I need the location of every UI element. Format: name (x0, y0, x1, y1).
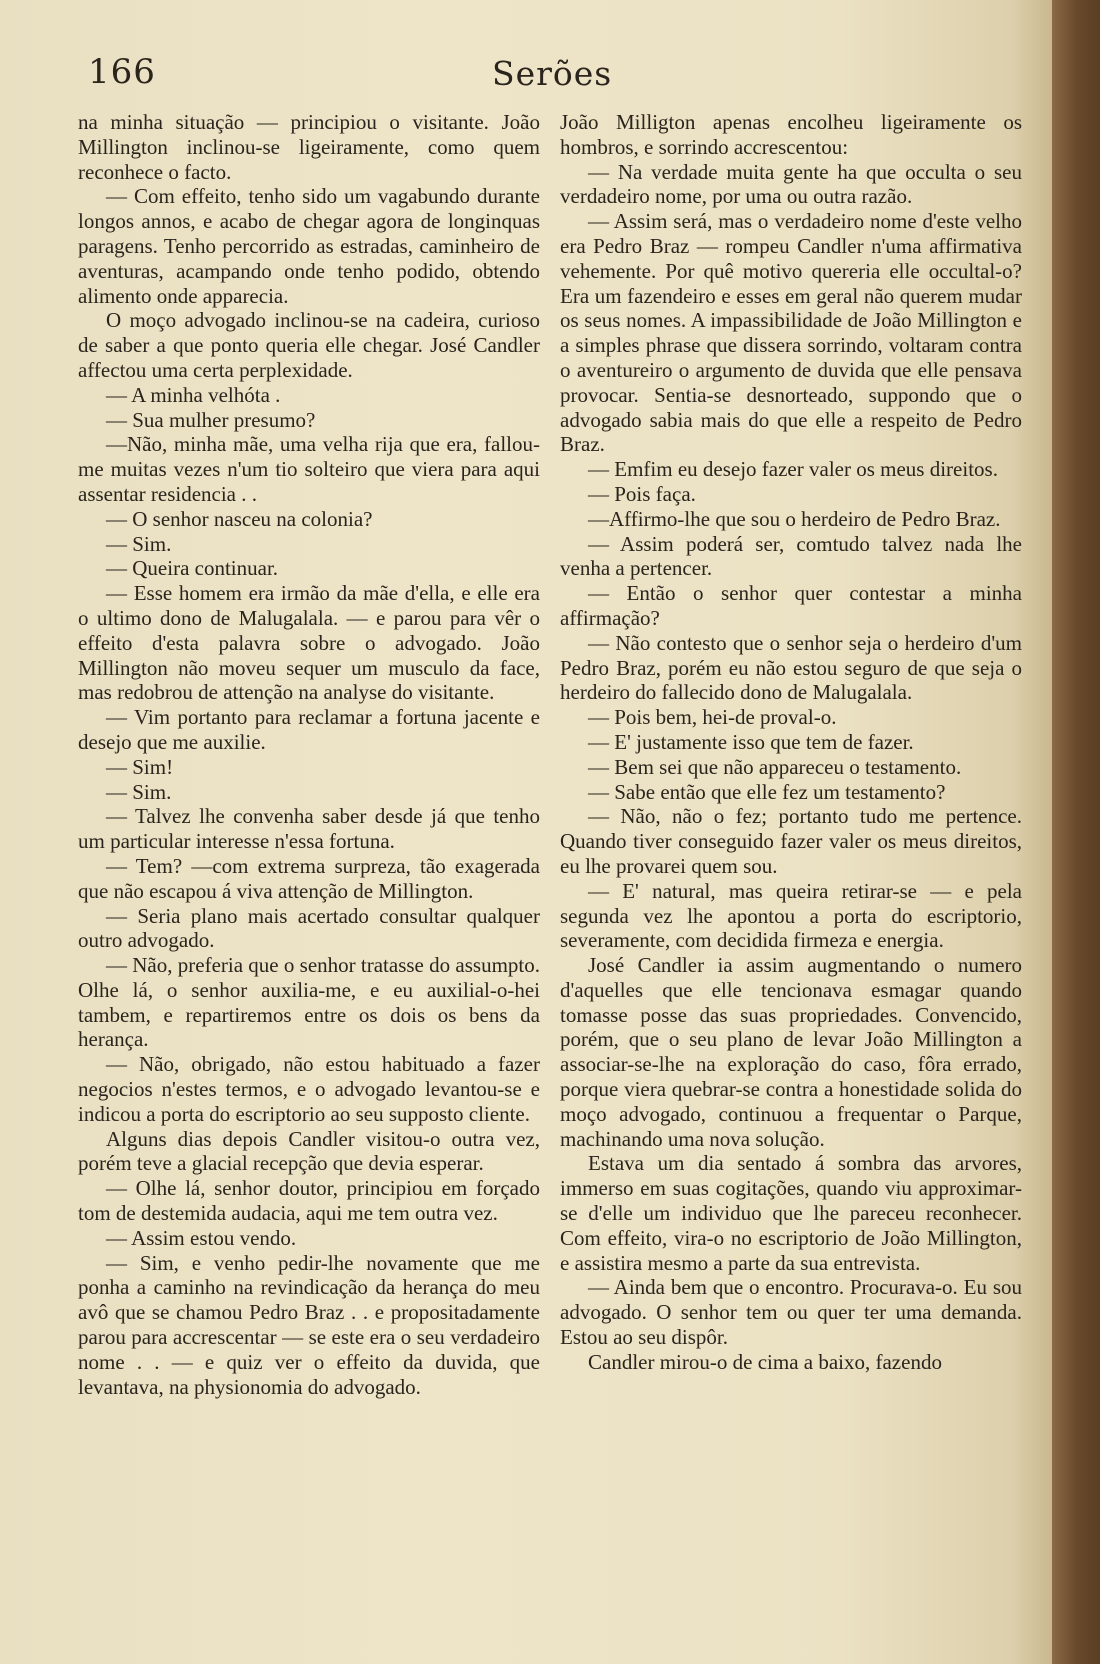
paragraph: — Olhe lá, senhor doutor, principiou em forçado tom de destemida audacia, aqui me tem outra vez. (78, 1176, 540, 1226)
paragraph: — A minha velhóta . (106, 382, 281, 407)
paragraph: — Não, obrigado, não estou habituado a fazer negocios n'estes termos, e o advogado levantou-se e indicou a porta do escriptorio ao seu supposto cliente. (78, 1052, 540, 1126)
paragraph: — Então o senhor quer contestar a minha affirmação? (560, 581, 1022, 630)
paragraph: Estava um dia sentado á sombra das arvores, immerso em suas cogitações, quando viu approximar-se d'elle um individuo que lhe pareceu reconhecer. Com effeito, vira-o no escriptorio de João Millington, e assistira mesmo a parte da sua entrevista. (560, 1151, 1022, 1275)
paragraph: — Assim poderá ser, comtudo talvez nada lhe venha a pertencer. (560, 531, 1022, 581)
paragraph: — Sim. (106, 531, 172, 556)
paragraph: O moço advogado inclinou-se na cadeira, curioso de saber a que ponto queria elle chegar. José Candler affectou uma certa perplexidade. (78, 308, 540, 382)
paragraph: Alguns dias depois Candler visitou-o outra vez, porém teve a glacial recepção que devia esperar. (78, 1126, 540, 1176)
running-title: Serões (492, 54, 613, 93)
paragraph: Candler mirou-o de cima a baixo, fazendo (588, 1349, 942, 1374)
page-number: 166 (88, 52, 156, 92)
paragraph: — E' justamente isso que tem de fazer. (588, 729, 914, 754)
paragraph: — O senhor nasceu na colonia? (106, 506, 373, 531)
paragraph: — Esse homem era irmão da mãe d'ella, e elle era o ultimo dono de Malugalala. — e parou para vêr o effeito d'esta palavra sobre o advogado. João Millington não moveu sequer um musculo da face, mas redobrou de attenção na analyse do visitante. (78, 581, 540, 705)
paragraph: — Assim será, mas o verdadeiro nome d'este velho era Pedro Braz — rompeu Candler n'uma affirmativa vehemente. Por quê motivo quereria elle occultal-o? Era um fazendeiro e esses em geral não querem mudar os seus nomes. A impassibilidade de João Millington e a simples phrase que dissera sorrindo, voltaram contra o aventureiro o argumento de duvida que elle pensava provocar. Sentia-se desnorteado, suppondo que o advogado sabia mais do que elle a respeito de Pedro Braz. (560, 209, 1022, 457)
paragraph: — Sim! (106, 754, 174, 779)
paragraph: — Sim, e venho pedir-lhe novamente que me ponha a caminho na revindicação da herança do meu avô que se chamou Pedro Braz . . e propositadamente parou para accrescentar — se este era o seu verdadeiro nome . . — e quiz ver o effeito da duvida, que levantava, na physionomia do advogado. (78, 1250, 540, 1399)
paragraph: — Emfim eu desejo fazer valer os meus direitos. (588, 457, 998, 482)
paragraph: — Não contesto que o senhor seja o herdeiro d'um Pedro Braz, porém eu não estou seguro de que seja o herdeiro do fallecido dono de Malugalala. (560, 630, 1022, 705)
paragraph: — Sua mulher presumo? (106, 407, 316, 432)
paragraph: na minha situação — principiou o visitante. João Millington inclinou-se ligeiramente, como quem reconhece o facto. (78, 110, 540, 184)
paragraph: —Affirmo-lhe que sou o herdeiro de Pedro Braz. (588, 506, 1001, 531)
paragraph: — Seria plano mais acertado consultar qualquer outro advogado. (78, 903, 540, 953)
paragraph: — Pois bem, hei-de proval-o. (588, 705, 837, 730)
paragraph: — Ainda bem que o encontro. Procurava-o. Eu sou advogado. O senhor tem ou quer ter uma demanda. Estou ao seu dispôr. (560, 1275, 1022, 1350)
right-column (560, 110, 1022, 1375)
paragraph: — Assim estou vendo. (106, 1225, 297, 1250)
paragraph: — Pois faça. (588, 481, 696, 506)
paragraph: — Queira continuar. (106, 556, 279, 581)
paragraph: — Sim. (106, 779, 172, 804)
paragraph: — E' natural, mas queira retirar-se — e pela segunda vez lhe apontou a porta do escriptorio, severamente, com decidida firmeza e energia. (560, 878, 1022, 953)
paragraph: — Não, preferia que o senhor tratasse do assumpto. Olhe lá, o senhor auxilia-me, e eu auxilial-o-hei tambem, e repartiremos entre os dois os bens da herança. (78, 953, 540, 1052)
paragraph: — Com effeito, tenho sido um vagabundo durante longos annos, e acabo de chegar agora de longinquas paragens. Tenho percorrido as estradas, caminheiro de aventuras, acampando onde tenho podido, obtendo alimento onde apparecia. (78, 184, 540, 308)
paragraph: —Não, minha mãe, uma velha rija que era, fallou-me muitas vezes n'um tio solteiro que viera para aqui assentar residencia . . (78, 432, 540, 506)
paragraph: — Tem? —com extrema surpreza, tão exagerada que não escapou á viva attenção de Millington. (78, 853, 540, 903)
paragraph: João Milligton apenas encolheu ligeiramente os hombros, e sorrindo accrescentou: (560, 110, 1022, 159)
paragraph: — Sabe então que elle fez um testamento? (588, 779, 946, 804)
paragraph: — Vim portanto para reclamar a fortuna jacente e desejo que me auxilie. (78, 705, 540, 754)
page-edge (1052, 0, 1100, 1664)
paragraph: — Talvez lhe convenha saber desde já que tenho um particular interesse n'essa fortuna. (78, 804, 540, 854)
paragraph: José Candler ia assim augmentando o numero d'aquelles que elle tencionava esmagar quando tomasse posse das suas propriedades. Convencido, porém, que o seu plano de levar João Millington a associar-se-lhe na exploração do caso, fôra errado, porque viera quebrar-se contra a honestidade solida do moço advogado, continuou a frequentar o Parque, machinando uma nova solução. (560, 953, 1022, 1151)
left-column (78, 110, 540, 1399)
paragraph: — Na verdade muita gente ha que occulta o seu verdadeiro nome, por uma ou outra razão. (560, 159, 1022, 209)
paragraph: — Não, não o fez; portanto tudo me pertence. Quando tiver conseguido fazer valer os meus direitos, eu lhe provarei quem sou. (560, 804, 1022, 878)
paragraph: — Bem sei que não appareceu o testamento. (588, 754, 962, 779)
